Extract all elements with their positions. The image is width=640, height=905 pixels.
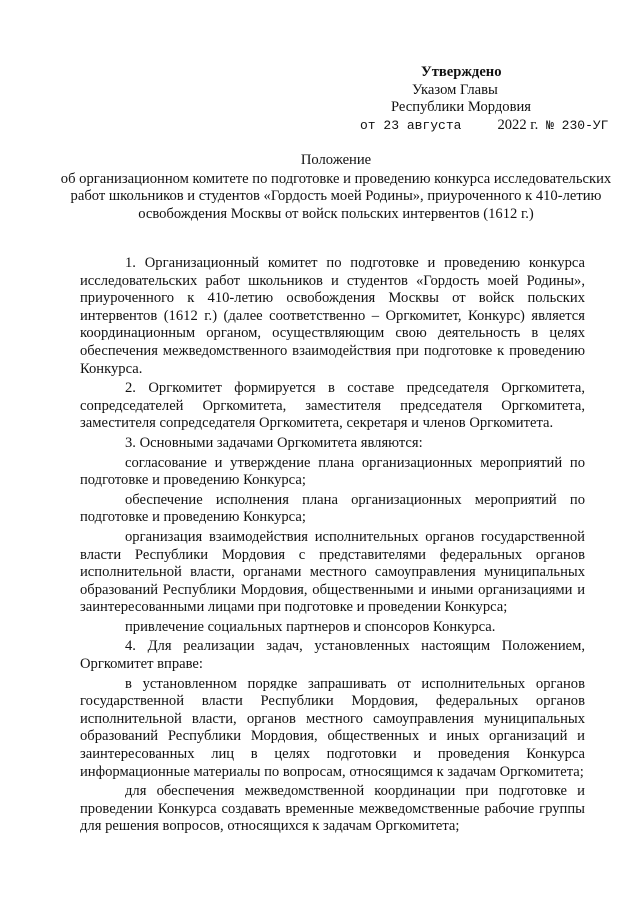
document-body — [80, 255, 585, 838]
approval-year: 2022 г. — [497, 116, 539, 133]
task-item-4: привлечение социальных партнеров и спонсоров Конкурса. — [125, 618, 496, 635]
task-item-2: обеспечение исполнения плана организационных мероприятий по подготовке и проведению Конкурса; — [80, 491, 585, 526]
approval-number: № 230-УГ — [546, 117, 609, 133]
approval-stamp — [360, 64, 630, 134]
approval-region: Республики Мордовия — [391, 99, 532, 116]
document-title: Положение — [300, 152, 372, 168]
document-heading — [60, 152, 612, 223]
paragraph-1: 1. Организационный комитет по подготовке и проведению конкурса исследовательских работ школьников и студентов «Гордость моей Родины», приуроченного к 410-летию освобождения Москвы от войск польских интервентов (1612 г.) (далее соответственно – Оргкомитет, Конкурс) является координационным органом, осуществляющим свою деятельность в целях обеспечения межведомственного взаимодействия при подготовке к проведению Конкурса. — [80, 255, 585, 377]
paragraph-2: 2. Оргкомитет формируется в составе председателя Оргкомитета, сопредседателей Оргкомитета, заместителя председателя Оргкомитета, заместителя сопредседателя Оргкомитета, секретаря и членов Оргкомитета. — [80, 380, 585, 432]
approval-date: 23 августа — [383, 117, 462, 133]
task-item-3: организация взаимодействия исполнительных органов государственной власти Республики Мордовия с представителями федеральных органов исполнительной власти, органами местного самоуправления муниципальных образований Республики Мордовия, общественными и иными организациями и заинтересованными лицами при подготовке и проведении Конкурса; — [80, 528, 585, 616]
approval-title: Утверждено — [421, 64, 502, 80]
task-item-1: согласование и утверждение плана организационных мероприятий по подготовке и проведению Конкурса; — [80, 454, 585, 489]
paragraph-3: 3. Основными задачами Оргкомитета являются: — [125, 434, 423, 451]
right-item-1: в установленном порядке запрашивать от исполнительных органов государственной власти Республики Мордовия, федеральных органов исполнительной власти, органов местного самоуправления муниципальных образований Республики Мордовия, общественных и иных организаций и заинтересованных лиц в целях подготовки и проведения Конкурса информационные материалы по вопросам, относящимся к задачам Оргкомитета; — [80, 675, 585, 780]
paragraph-4: 4. Для реализации задач, установленных настоящим Положением, Оргкомитет вправе: — [80, 638, 585, 673]
approval-date-prefix: от — [360, 117, 376, 133]
right-item-2: для обеспечения межведомственной координации при подготовке и проведении Конкурса создавать временные межведомственные рабочие группы для решения вопросов, относящихся к задачам Оргкомитета; — [80, 783, 585, 835]
approval-date-line — [360, 117, 630, 135]
approval-issuer: Указом Главы — [412, 81, 498, 98]
document-subtitle: об организационном комитете по подготовке и проведению конкурса исследовательских работ школьников и студентов «Гордость моей Родины», приуроченного к 410-летию освобождения Москвы от войск польских интервентов (1612 г.) — [60, 170, 612, 222]
